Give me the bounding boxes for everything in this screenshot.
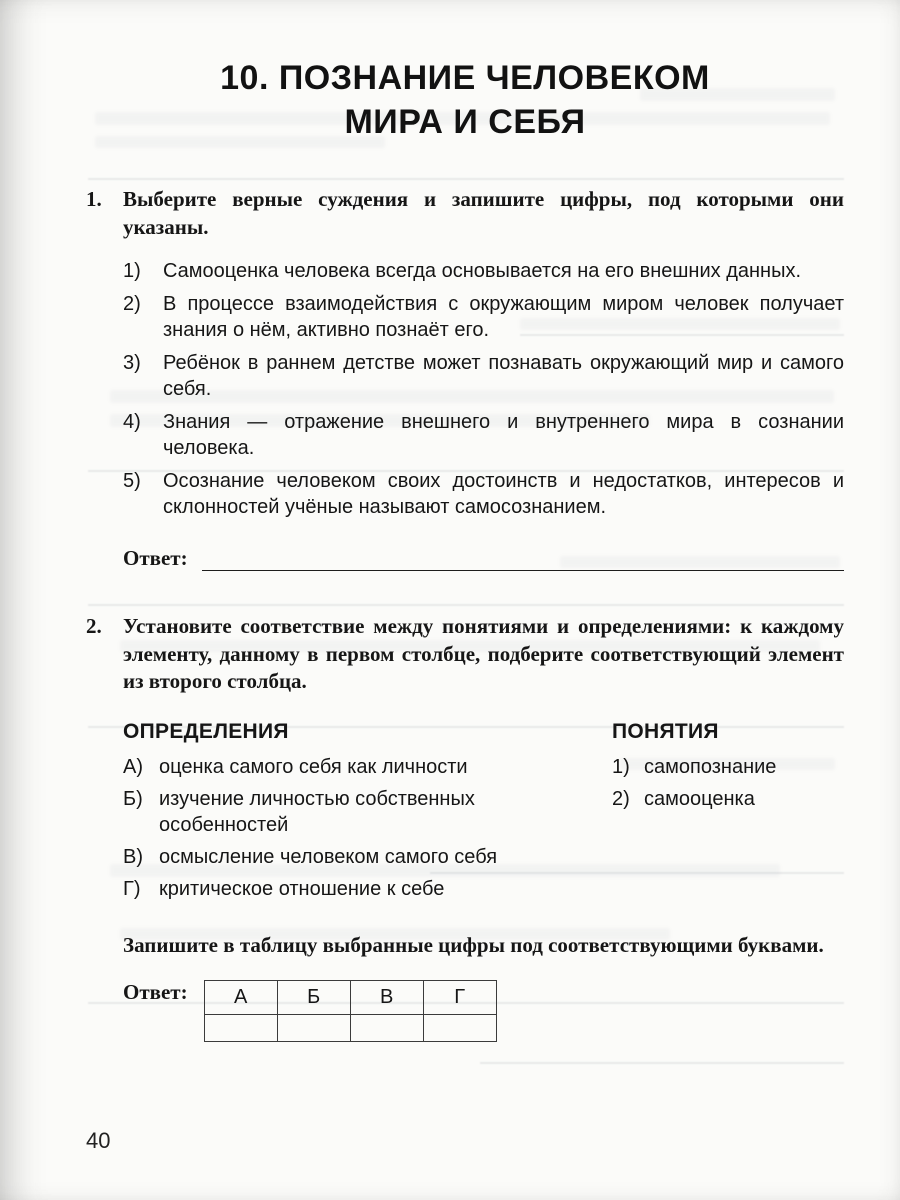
definitions-column (123, 720, 601, 908)
answer-cell (277, 1014, 350, 1041)
option-number: 4) (123, 410, 141, 433)
list-item (123, 291, 844, 343)
answer-table-header-cell: А (204, 980, 277, 1014)
answer-cell (350, 1014, 423, 1041)
concept-text: самопознание (644, 755, 777, 778)
answer-blank-line (202, 548, 844, 571)
task-1-options (86, 258, 844, 520)
answer-label: Ответ: (123, 979, 188, 1004)
answer-table (204, 980, 497, 1042)
answer-cell (204, 1014, 277, 1041)
list-item (123, 409, 844, 461)
task-2 (86, 613, 844, 696)
answer-label: Ответ: (123, 545, 188, 570)
task-1-number: 1. (86, 187, 102, 212)
definition-item (123, 876, 601, 902)
answer-table-header-cell: В (350, 980, 423, 1014)
definition-text: оценка самого себя как личности (159, 755, 468, 778)
list-item (123, 350, 844, 402)
option-text: В процессе взаимодействия с окружающим миром человек получает знания о нём, активно познаёт его. (163, 292, 844, 341)
task-2-number: 2. (86, 613, 102, 638)
option-text: Знания — отражение внешнего и внутреннего мира в сознании человека. (163, 410, 844, 459)
page-number: 40 (86, 1128, 111, 1153)
option-text: Ребёнок в раннем детстве может познавать окружающий мир и самого себя. (163, 351, 844, 400)
chapter-title (86, 56, 844, 144)
option-text: Самооценка человека всегда основывается на его внешних данных. (163, 259, 802, 282)
definition-text: изучение личностью собственных особенностей (159, 787, 475, 836)
answer-table-header-cell: Б (277, 980, 350, 1014)
definition-text: критическое отношение к себе (159, 877, 445, 900)
task-1-answer-row (123, 546, 844, 571)
option-number: 2) (123, 292, 141, 315)
task-1 (86, 186, 844, 241)
definition-letter: А) (123, 755, 143, 778)
definition-letter: В) (123, 845, 143, 868)
option-number: 5) (123, 469, 141, 492)
definition-item (123, 844, 601, 870)
definition-item (123, 786, 601, 838)
option-text: Осознание человеком своих достоинств и недостатков, интересов и склонностей учёные называют самосознанием. (163, 469, 844, 518)
concept-item (612, 754, 844, 780)
task-2-answer-row (123, 980, 844, 1042)
matching-columns (123, 720, 844, 908)
chapter-title-line1: 10. ПОЗНАНИЕ ЧЕЛОВЕКОМ (220, 59, 710, 97)
concept-text: самооценка (644, 787, 755, 810)
option-number: 1) (123, 259, 141, 282)
concept-item (612, 786, 844, 812)
definitions-header: ОПРЕДЕЛЕНИЯ (123, 719, 289, 743)
list-item (123, 468, 844, 520)
answer-table-header-row (204, 980, 496, 1014)
answer-table-header-cell: Г (423, 980, 496, 1014)
definition-letter: Г) (123, 877, 141, 900)
task-2-prompt: Установите соответствие между понятиями и определениями: к каждому элементу, данному в первом столбце, подберите соответствующий элемент из второго столбца. (123, 613, 844, 694)
task-2-instruction: Запишите в таблицу выбранные цифры под соответствующими буквами. (123, 932, 824, 957)
concepts-column (612, 720, 844, 908)
answer-table-input-row (204, 1014, 496, 1041)
concepts-header: ПОНЯТИЯ (612, 719, 719, 743)
option-number: 3) (123, 351, 141, 374)
task-1-prompt: Выберите верные суждения и запишите цифры, под которыми они указаны. (123, 187, 844, 240)
definition-text: осмысление человеком самого себя (159, 845, 498, 868)
answer-cell (423, 1014, 496, 1041)
concept-number: 1) (612, 755, 630, 778)
list-item (123, 258, 844, 284)
definition-item (123, 754, 601, 780)
concept-number: 2) (612, 787, 630, 810)
chapter-title-line2: МИРА И СЕБЯ (344, 103, 586, 142)
definition-letter: Б) (123, 787, 143, 810)
